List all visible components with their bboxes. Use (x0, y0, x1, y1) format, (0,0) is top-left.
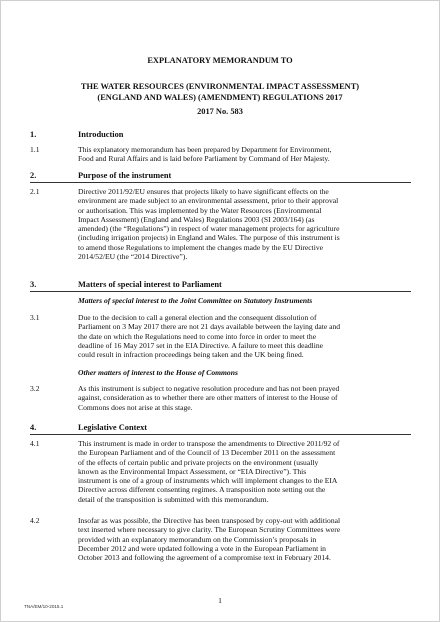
text-line: detail of the transposition is submitted with this memorandum. (78, 494, 269, 504)
subheading-jcsi: Matters of special interest to the Joint Committee on Statutory Instruments (78, 296, 313, 305)
paragraph-number: 3.1 (30, 313, 40, 322)
text-line: against, consideration as to whether there are other matters of interest to the House of (78, 393, 338, 403)
text-line: the European Parliament and of the Council of 13 December 2011 on the assessment (78, 448, 336, 458)
text-line: instrument is one of a group of instruments which will implement changes to the EIA (78, 476, 338, 486)
text-line: Directive across different consenting regimes. A transposition note setting out the (78, 485, 326, 495)
paragraph-text (78, 439, 413, 504)
section-divider (30, 434, 411, 435)
subheading-house-of-commons: Other matters of interest to the House of Commons (78, 368, 238, 377)
paragraph-number: 3.2 (30, 384, 40, 393)
section-number: 1. (30, 130, 37, 139)
text-line: of the effects of certain public and private projects on the environment (usually (78, 457, 319, 467)
paragraph-text (78, 384, 413, 412)
regulation-title-line-2: (ENGLAND AND WALES) (AMENDMENT) REGULATIONS 2017 (97, 93, 343, 102)
text-line: Due to the decision to call a general election and the consequent dissolution of (78, 313, 317, 322)
text-line: to amend those Regulations to implement the changes made by the EU Directive (78, 242, 324, 252)
section-number: 3. (30, 280, 37, 289)
paragraph-4-1 (30, 439, 413, 504)
section-title: Legislative Context (78, 423, 148, 432)
paragraph-text (78, 313, 413, 359)
paragraph-4-2 (30, 516, 413, 562)
section-heading-matters-of-special-interest (30, 280, 222, 290)
paragraph-number: 4.2 (30, 516, 40, 525)
text-line: Commons does not arise at this stage. (78, 402, 193, 412)
text-line: Insofar as was possible, the Directive has been transposed by copy-out with additional (78, 516, 341, 525)
text-line: or authorisation. This was implemented by the Water Resources (Environmental (78, 205, 322, 215)
paragraph-3-2 (30, 384, 413, 412)
paragraph-text (78, 187, 413, 261)
section-divider (30, 291, 411, 292)
text-line: deadline of 16 May 2017 set in the EIA Directive. A failure to meet this deadline (78, 340, 324, 350)
paragraph-number: 2.1 (30, 187, 40, 196)
text-line: December 2012 and were updated following a vote in the European Parliament in (78, 543, 326, 553)
text-line: This instrument is made in order to transpose the amendments to Directive 2011/92 of (78, 439, 340, 448)
text-line: As this instrument is subject to negative resolution procedure and has not been prayed (78, 384, 340, 393)
text-line: known as the Environmental Impact Assessment, or “EIA Directive”). This (78, 466, 307, 476)
text-line: Directive 2011/92/EU ensures that projects likely to have significant effects on the (78, 187, 329, 196)
paragraph-text (78, 145, 413, 164)
paragraph-number: 4.1 (30, 439, 40, 448)
paragraph-1-1 (30, 145, 413, 164)
text-line: text inserted where necessary to give clarity. The European Scrutiny Committees were (78, 525, 341, 535)
section-title: Introduction (78, 130, 124, 139)
text-line: Parliament on 3 May 2017 there are not 21 days available between the laying date and (78, 322, 341, 332)
text-line: This explanatory memorandum has been prepared by Department for Environment, (78, 145, 332, 154)
text-line: the date on which the Regulations need to come into force in order to meet the (78, 331, 317, 341)
si-number: 2017 No. 583 (197, 107, 243, 116)
regulation-title-line-1: THE WATER RESOURCES (ENVIRONMENTAL IMPACT ASSESSMENT) (80, 82, 360, 91)
paragraph-text (78, 516, 413, 562)
section-heading-purpose (30, 171, 171, 181)
text-line: Impact Assessment) (England and Wales) Regulations 2003 (SI 2003/164) (as (78, 214, 315, 224)
text-line: amended) (the “Regulations”) in respect of water management projects for agriculture (78, 224, 340, 234)
section-title: Matters of special interest to Parliament (78, 280, 222, 289)
text-line: environment are made subject to an environmental assessment, prior to their approval (78, 196, 339, 206)
section-heading-introduction (30, 130, 123, 140)
paragraph-2-1 (30, 187, 413, 261)
text-line: (including irrigation projects) in England and Wales. The purpose of this instrument is (78, 233, 340, 243)
section-title: Purpose of the instrument (78, 171, 172, 180)
text-line: Food and Rural Affairs and is laid before Parliament by Command of Her Majesty. (78, 154, 330, 164)
text-line: provided with an explanatory memorandum on the Commission’s proposals in (78, 534, 317, 544)
section-number: 2. (30, 171, 37, 180)
memorandum-title: EXPLANATORY MEMORANDUM TO (147, 56, 293, 65)
paragraph-3-1 (30, 313, 413, 359)
page-number: 1 (218, 596, 222, 605)
text-line: could result in infraction proceedings being taken and the UK being fined. (78, 350, 304, 360)
section-heading-legislative-context (30, 423, 147, 433)
paragraph-number: 1.1 (30, 145, 40, 154)
text-line: October 2013 and following the agreement of a compromise text in February 2014. (78, 553, 331, 563)
section-number: 4. (30, 423, 37, 432)
section-divider (30, 182, 411, 183)
footer-document-code: TNA/EM/10-2015.1 (24, 604, 64, 609)
text-line: 2014/52/EU (the “2014 Directive”). (78, 252, 188, 262)
